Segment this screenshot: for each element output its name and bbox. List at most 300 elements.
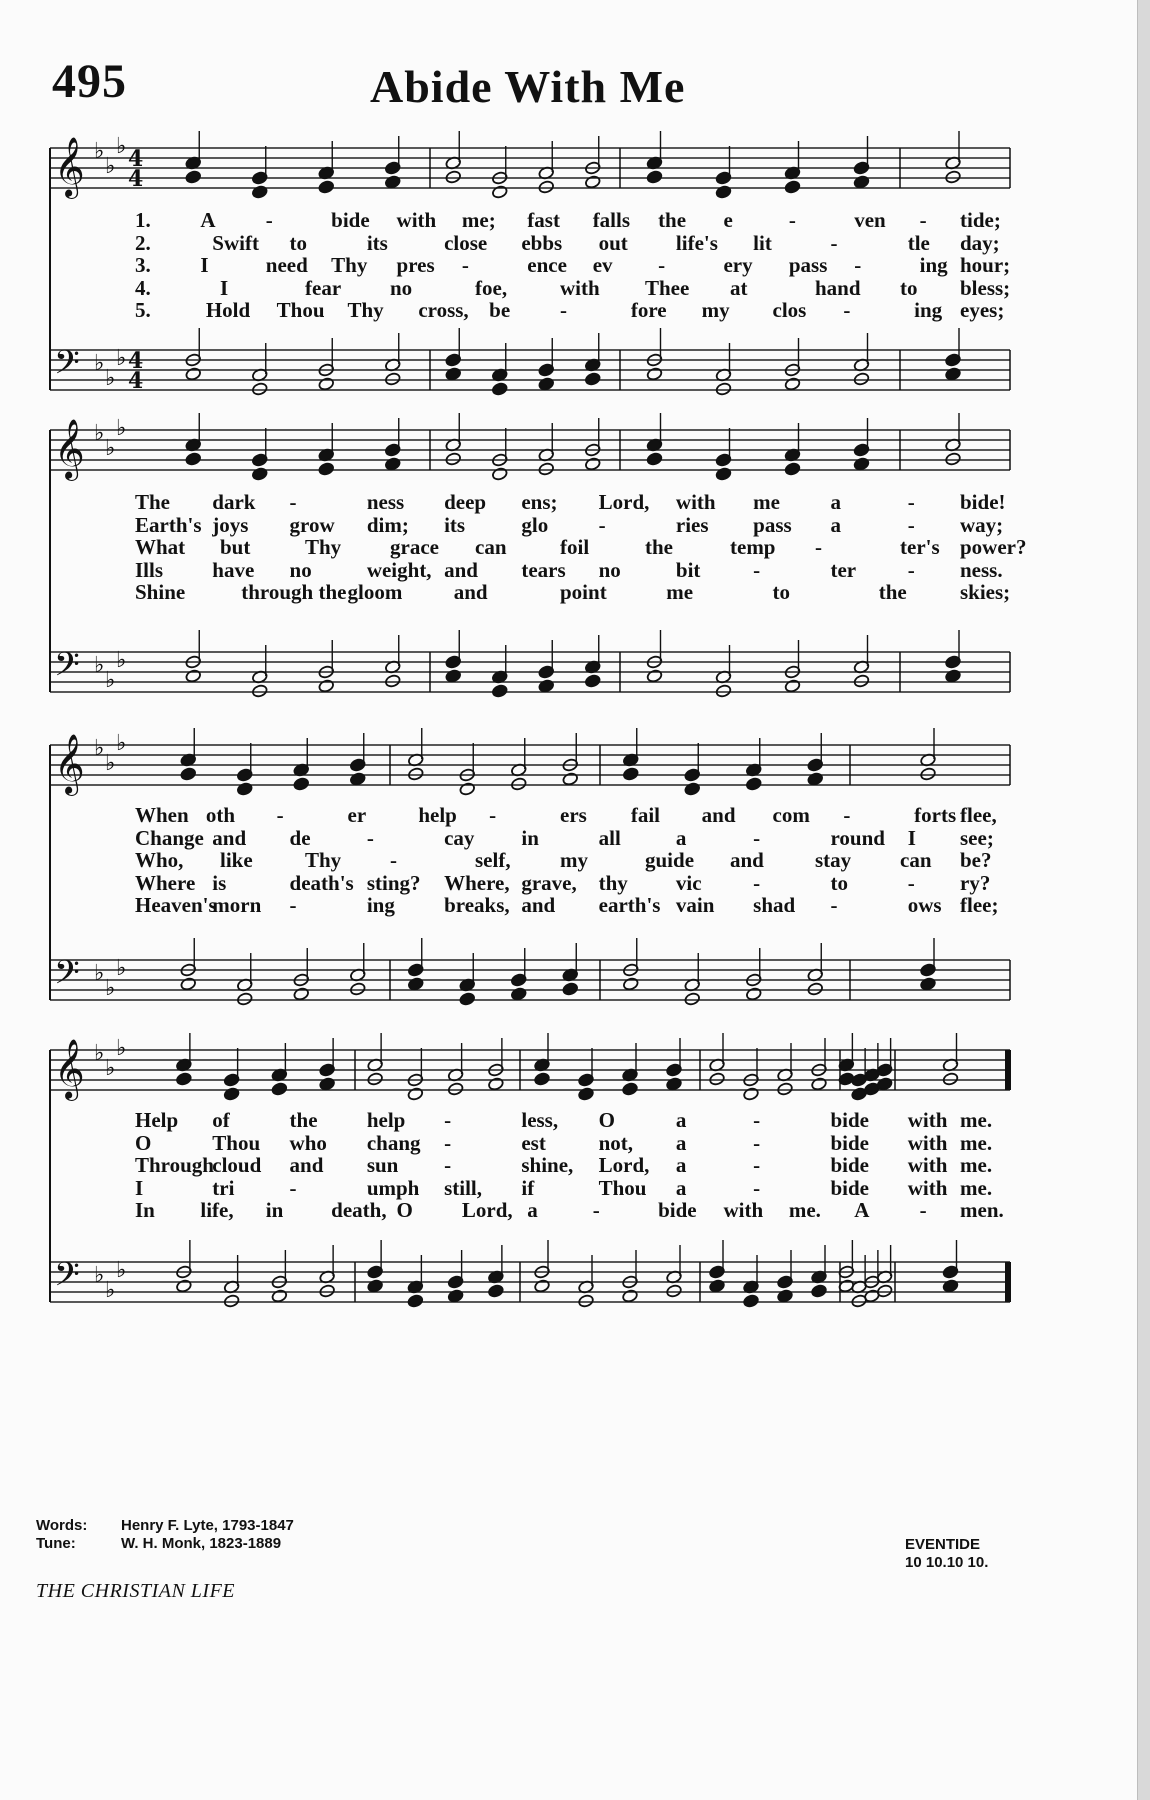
note-head bbox=[236, 992, 253, 1006]
lyric-syllable: - bbox=[753, 1153, 761, 1177]
lyric-syllable: Where, bbox=[444, 870, 510, 895]
lyric-syllable: help bbox=[366, 1108, 406, 1132]
note-head bbox=[407, 977, 424, 991]
lyric-syllable: Thy bbox=[331, 253, 368, 277]
note-head bbox=[488, 1077, 505, 1091]
note-head bbox=[622, 1289, 639, 1303]
lyric-syllable: - bbox=[560, 298, 567, 322]
note-head bbox=[745, 987, 762, 1001]
lyric-syllable: be? bbox=[960, 848, 992, 872]
note-head bbox=[510, 777, 527, 791]
note-head bbox=[384, 175, 401, 189]
note-head bbox=[367, 1279, 384, 1293]
lyric-syllable: In bbox=[135, 1198, 155, 1222]
lyric-syllable: fore bbox=[630, 298, 667, 322]
note-head bbox=[445, 367, 462, 381]
lyric-syllable: bide bbox=[830, 1153, 869, 1177]
time-signature-top: 4 bbox=[128, 146, 144, 172]
note-head bbox=[407, 1087, 424, 1101]
credits bbox=[36, 1517, 294, 1553]
lyric-syllable: - bbox=[592, 1198, 600, 1222]
lyric-syllable: - bbox=[815, 535, 822, 559]
lyric-syllable: pres bbox=[396, 253, 435, 277]
lyric-syllable: fail bbox=[630, 803, 660, 827]
note-head bbox=[293, 987, 310, 1001]
note-head bbox=[491, 467, 508, 481]
note-head bbox=[176, 1279, 193, 1293]
flat-sign: ♭ bbox=[94, 351, 105, 376]
lyric-syllable: ens; bbox=[521, 490, 558, 514]
lyric-syllable: see; bbox=[960, 825, 994, 850]
lyric-syllable: sun bbox=[366, 1153, 399, 1177]
note-head bbox=[807, 982, 824, 996]
lyric-syllable: a bbox=[830, 490, 841, 514]
lyric-syllable: 1. bbox=[135, 208, 151, 232]
lyric-syllable: point bbox=[560, 580, 607, 604]
note-head bbox=[622, 1082, 639, 1096]
note-head bbox=[578, 1294, 595, 1308]
lyric-syllable: close bbox=[444, 230, 488, 255]
lyric-syllable: still, bbox=[444, 1175, 482, 1200]
lyric-syllable: men. bbox=[960, 1198, 1004, 1222]
lyric-syllable: dark bbox=[212, 490, 256, 514]
lyric-syllable: ebbs bbox=[521, 230, 563, 255]
lyric-syllable: - bbox=[919, 1198, 927, 1222]
lyric-syllable: gloom bbox=[347, 580, 403, 604]
final-bar bbox=[1005, 1050, 1011, 1090]
lyric-syllable: Ills bbox=[135, 557, 164, 582]
lyric-syllable: ence bbox=[527, 253, 567, 277]
note-head bbox=[445, 452, 462, 466]
lyric-syllable: - bbox=[265, 208, 273, 232]
note-head bbox=[319, 1284, 336, 1298]
note-head bbox=[367, 1072, 384, 1086]
lyric-syllable: I bbox=[220, 275, 229, 300]
lyric-syllable: dim; bbox=[366, 512, 409, 537]
treble-clef: 𝄞 bbox=[54, 1039, 85, 1099]
hymn-title: Abide With Me bbox=[370, 61, 686, 112]
flat-sign: ♭ bbox=[94, 1041, 105, 1066]
lyric-syllable: The bbox=[135, 490, 171, 514]
lyric-syllable: - bbox=[753, 1175, 761, 1200]
note-head bbox=[293, 777, 310, 791]
lyric-syllable: - bbox=[843, 803, 851, 827]
note-head bbox=[684, 782, 701, 796]
lyric-syllable: and bbox=[289, 1153, 324, 1177]
lyric-syllable: Change bbox=[135, 825, 204, 850]
lyric-syllable: bide bbox=[658, 1198, 697, 1222]
flat-sign: ♭ bbox=[105, 1278, 116, 1303]
lyric-syllable: grow bbox=[289, 512, 335, 537]
lyric-syllable: cloud bbox=[212, 1153, 262, 1177]
lyric-syllable: hand bbox=[815, 275, 861, 300]
lyric-syllable: 2. bbox=[135, 230, 151, 255]
lyric-syllable: with bbox=[675, 490, 716, 514]
flat-sign: ♭ bbox=[116, 1036, 127, 1061]
lyric-syllable: shad bbox=[753, 893, 796, 917]
lyric-syllable: day; bbox=[960, 230, 1000, 255]
lyric-syllable: ing bbox=[919, 253, 948, 277]
lyric-syllable: to bbox=[900, 275, 918, 300]
note-head bbox=[459, 992, 476, 1006]
note-head bbox=[180, 977, 197, 991]
lyric-syllable: Lord, bbox=[461, 1198, 513, 1222]
lyric-syllable: umph bbox=[366, 1175, 420, 1200]
lyric-syllable: Swift bbox=[212, 230, 259, 255]
lyric-syllable: way; bbox=[960, 512, 1004, 537]
treble-clef: 𝄞 bbox=[54, 137, 85, 197]
lyric-syllable: with bbox=[907, 1108, 948, 1132]
lyric-syllable: - bbox=[444, 1153, 452, 1177]
flat-sign: ♭ bbox=[105, 1056, 116, 1081]
note-head bbox=[562, 982, 579, 996]
lyric-syllable: vic bbox=[675, 870, 702, 895]
lyric-syllable: O bbox=[598, 1108, 615, 1132]
lyric-syllable: - bbox=[907, 870, 915, 895]
lyric-syllable: no bbox=[289, 557, 312, 582]
note-head bbox=[743, 1294, 760, 1308]
lyric-syllable: foil bbox=[560, 535, 590, 559]
lyric-syllable: Thou bbox=[276, 298, 325, 322]
note-head bbox=[538, 462, 555, 476]
lyric-syllable: Through bbox=[135, 1153, 214, 1177]
note-head bbox=[445, 669, 462, 683]
lyric-syllable: I bbox=[200, 253, 209, 277]
lyric-syllable: me bbox=[753, 490, 780, 514]
lyric-syllable: me; bbox=[461, 208, 496, 232]
note-head bbox=[445, 170, 462, 184]
lyric-syllable: out bbox=[598, 230, 628, 255]
note-head bbox=[236, 782, 253, 796]
lyric-syllable: chang bbox=[366, 1130, 421, 1155]
lyric-syllable: eyes; bbox=[960, 298, 1005, 322]
lyric-syllable: ness. bbox=[960, 557, 1003, 582]
lyric-syllable: tears bbox=[521, 557, 566, 582]
note-head bbox=[534, 1279, 551, 1293]
lyric-syllable: life's bbox=[675, 230, 718, 255]
lyric-syllable: de bbox=[289, 825, 311, 850]
note-head bbox=[407, 767, 424, 781]
lyric-syllable: me. bbox=[960, 1108, 993, 1132]
note-head bbox=[811, 1284, 828, 1298]
lyric-syllable: flee, bbox=[960, 803, 997, 827]
lyric-syllable: - bbox=[753, 1130, 761, 1155]
lyric-syllable: - bbox=[753, 557, 761, 582]
lyric-syllable: with bbox=[907, 1130, 948, 1155]
lyric-syllable: who bbox=[289, 1130, 327, 1155]
lyric-syllable: - bbox=[444, 1108, 452, 1132]
lyric-syllable: fast bbox=[527, 208, 560, 232]
lyric-syllable: skies; bbox=[960, 580, 1011, 604]
lyric-syllable: - bbox=[830, 893, 838, 917]
lyric-syllable: Earth's bbox=[135, 512, 202, 537]
lyric-syllable: the bbox=[658, 208, 687, 232]
lyric-syllable: - bbox=[919, 208, 927, 232]
final-bar bbox=[1005, 1262, 1011, 1302]
lyric-syllable: earth's bbox=[598, 893, 661, 917]
note-head bbox=[271, 1082, 288, 1096]
note-head bbox=[709, 1072, 726, 1086]
note-head bbox=[185, 367, 202, 381]
lyric-syllable: 3. bbox=[135, 253, 151, 277]
note-head bbox=[646, 669, 663, 683]
bass-clef: 𝄢 bbox=[54, 1256, 80, 1302]
note-head bbox=[176, 1072, 193, 1086]
flat-sign: ♭ bbox=[94, 736, 105, 761]
lyric-syllable: - bbox=[854, 253, 862, 277]
lyric-syllable: the bbox=[878, 580, 907, 604]
lyric-syllable: ing bbox=[914, 298, 943, 322]
lyric-syllable: to bbox=[772, 580, 790, 604]
note-head bbox=[251, 382, 268, 396]
note-head bbox=[185, 452, 202, 466]
note-head bbox=[853, 175, 870, 189]
lyric-syllable: joys bbox=[212, 512, 249, 537]
lyric-syllable: - bbox=[289, 893, 297, 917]
note-head bbox=[185, 170, 202, 184]
lyric-syllable: What bbox=[135, 535, 186, 559]
lyric-syllable: death, bbox=[331, 1198, 387, 1222]
lyric-syllable: with bbox=[907, 1153, 948, 1177]
lyric-syllable: pass bbox=[753, 512, 792, 537]
lyric-syllable: is bbox=[212, 870, 227, 895]
note-head bbox=[777, 1082, 794, 1096]
note-head bbox=[488, 1284, 505, 1298]
lyric-syllable: - bbox=[907, 512, 915, 537]
lyric-syllable: O bbox=[396, 1198, 413, 1222]
lyric-syllable: no bbox=[598, 557, 621, 582]
note-head bbox=[223, 1294, 240, 1308]
lyric-syllable: my bbox=[701, 298, 730, 322]
note-head bbox=[384, 372, 401, 386]
lyric-syllable: stay bbox=[815, 848, 852, 872]
lyric-syllable: Heaven's bbox=[135, 893, 217, 917]
lyric-syllable: com bbox=[772, 803, 810, 827]
lyric-syllable: me. bbox=[788, 1198, 821, 1222]
lyric-syllable: Thy bbox=[305, 535, 342, 559]
note-head bbox=[945, 669, 962, 683]
note-head bbox=[622, 767, 639, 781]
lyric-syllable: can bbox=[900, 848, 932, 872]
lyric-syllable: vain bbox=[675, 893, 715, 917]
lyric-syllable: morn bbox=[212, 893, 262, 917]
note-head bbox=[666, 1284, 683, 1298]
lyric-syllable: clos bbox=[772, 298, 807, 322]
lyric-syllable: - bbox=[788, 208, 796, 232]
lyric-syllable: A bbox=[854, 1198, 870, 1222]
lyric-syllable: death's bbox=[289, 870, 354, 895]
lyric-syllable: ev bbox=[592, 253, 613, 277]
lyric-syllable: me. bbox=[960, 1130, 993, 1155]
lyric-syllable: bide! bbox=[960, 490, 1006, 514]
note-head bbox=[584, 674, 601, 688]
lyric-syllable: e bbox=[723, 208, 733, 232]
lyric-syllable: cross, bbox=[418, 298, 469, 322]
lyric-syllable: not, bbox=[598, 1130, 634, 1155]
lyric-syllable: with bbox=[396, 208, 437, 232]
lyric-syllable: a bbox=[830, 512, 841, 537]
lyric-syllable: pass bbox=[788, 253, 828, 277]
note-head bbox=[384, 674, 401, 688]
lyric-syllable: breaks, bbox=[444, 893, 510, 917]
flat-sign: ♭ bbox=[105, 751, 116, 776]
note-head bbox=[646, 367, 663, 381]
lyric-syllable: bit bbox=[675, 557, 701, 582]
words-credit: Words: Henry F. Lyte, 1793-1847 bbox=[36, 1517, 294, 1534]
note-head bbox=[534, 1072, 551, 1086]
note-head bbox=[853, 674, 870, 688]
time-signature-bottom: 4 bbox=[128, 166, 144, 192]
lyric-syllable: ness bbox=[366, 490, 405, 514]
lyric-syllable: round bbox=[830, 825, 885, 850]
note-head bbox=[251, 185, 268, 199]
note-head bbox=[491, 382, 508, 396]
lyric-syllable: - bbox=[753, 870, 761, 895]
lyric-syllable: life, bbox=[200, 1198, 234, 1222]
lyric-syllable: forts bbox=[914, 803, 957, 827]
lyric-syllable: lit bbox=[753, 230, 772, 255]
note-head bbox=[715, 684, 732, 698]
lyric-syllable: and bbox=[453, 580, 488, 604]
flat-sign: ♭ bbox=[105, 154, 116, 179]
lyric-syllable: and bbox=[730, 848, 764, 872]
time-signature-top: 4 bbox=[128, 348, 144, 374]
lyric-syllable: 4. bbox=[135, 275, 151, 300]
lyric-syllable: falls bbox=[592, 208, 631, 232]
note-head bbox=[271, 1289, 288, 1303]
lyric-syllable: but bbox=[220, 535, 251, 559]
lyric-syllable: Lord, bbox=[598, 1153, 650, 1177]
flat-sign: ♭ bbox=[116, 956, 127, 981]
lyric-syllable: oth bbox=[205, 803, 236, 827]
note-head bbox=[318, 180, 335, 194]
lyric-syllable: my bbox=[560, 848, 588, 872]
lyric-syllable: flee; bbox=[960, 893, 999, 917]
lyric-syllable: no bbox=[390, 275, 413, 300]
lyric-syllable: O bbox=[135, 1130, 152, 1155]
lyric-syllable: - bbox=[461, 253, 469, 277]
note-head bbox=[784, 377, 801, 391]
treble-clef: 𝄞 bbox=[54, 734, 85, 794]
lyric-syllable: Who, bbox=[135, 848, 184, 872]
note-head bbox=[715, 185, 732, 199]
lyric-syllable: ry? bbox=[960, 870, 991, 895]
note-head bbox=[811, 1077, 828, 1091]
lyric-syllable: ing bbox=[366, 893, 395, 917]
note-head bbox=[777, 1289, 794, 1303]
lyric-syllable: ers bbox=[560, 803, 587, 827]
lyric-syllable: - bbox=[753, 825, 761, 850]
lyric-syllable: if bbox=[521, 1175, 535, 1200]
note-head bbox=[945, 170, 962, 184]
note-head bbox=[223, 1087, 240, 1101]
note-head bbox=[920, 977, 937, 991]
note-head bbox=[853, 372, 870, 386]
lyric-syllable: temp bbox=[730, 535, 776, 559]
note-head bbox=[491, 684, 508, 698]
note-head bbox=[622, 977, 639, 991]
lyric-syllable: grave, bbox=[521, 870, 577, 895]
lyric-syllable: tri bbox=[212, 1175, 235, 1200]
lyric-syllable: - bbox=[830, 230, 838, 255]
flat-sign: ♭ bbox=[94, 961, 105, 986]
meter: 10 10.10 10. bbox=[905, 1554, 989, 1571]
lyric-syllable: - bbox=[658, 253, 666, 277]
note-head bbox=[684, 992, 701, 1006]
lyric-syllable: - bbox=[598, 512, 606, 537]
time-signature-bottom: 4 bbox=[128, 368, 144, 394]
lyric-syllable: fear bbox=[305, 275, 342, 300]
lyric-syllable: Thy bbox=[347, 298, 384, 322]
note-head bbox=[646, 452, 663, 466]
flat-sign: ♭ bbox=[94, 421, 105, 446]
lyric-syllable: a bbox=[675, 1108, 687, 1132]
lyric-syllable: - bbox=[907, 557, 915, 582]
note-head bbox=[584, 372, 601, 386]
lyric-syllable: - bbox=[276, 803, 284, 827]
lyric-syllable: its bbox=[444, 512, 466, 537]
lyric-syllable: a bbox=[675, 1153, 687, 1177]
note-head bbox=[743, 1087, 760, 1101]
lyric-syllable: in bbox=[265, 1198, 284, 1222]
note-head bbox=[584, 175, 601, 189]
lyric-syllable: bide bbox=[830, 1130, 869, 1155]
lyric-syllable: weight, bbox=[366, 557, 432, 582]
lyric-syllable: bide bbox=[830, 1108, 869, 1132]
lyric-syllable: Thee bbox=[645, 275, 690, 300]
note-head bbox=[251, 467, 268, 481]
flat-sign: ♭ bbox=[105, 436, 116, 461]
lyric-syllable: me. bbox=[960, 1175, 993, 1200]
lyric-syllable: the bbox=[289, 1108, 318, 1132]
tune-credit: Tune: W. H. Monk, 1823-1889 bbox=[36, 1535, 282, 1552]
lyric-syllable: at bbox=[730, 275, 748, 300]
lyric-syllable: in bbox=[521, 825, 539, 850]
lyric-syllable: I bbox=[135, 1175, 144, 1200]
lyric-syllable: be bbox=[489, 298, 511, 322]
lyric-syllable: foe, bbox=[475, 275, 508, 300]
lyric-syllable: tle bbox=[907, 230, 930, 255]
note-head bbox=[945, 367, 962, 381]
lyric-syllable: with bbox=[560, 275, 600, 300]
flat-sign: ♭ bbox=[105, 366, 116, 391]
lyric-syllable: me. bbox=[960, 1153, 993, 1177]
note-head bbox=[447, 1082, 464, 1096]
lyric-syllable: with bbox=[907, 1175, 948, 1200]
lyric-syllable: tide; bbox=[960, 208, 1001, 232]
note-head bbox=[945, 452, 962, 466]
lyric-syllable: a bbox=[527, 1198, 538, 1222]
lyric-syllable: - bbox=[753, 1108, 761, 1132]
flat-sign: ♭ bbox=[116, 648, 127, 673]
lyric-syllable: self, bbox=[475, 848, 511, 872]
note-head bbox=[384, 457, 401, 471]
lyric-syllable: and bbox=[701, 803, 736, 827]
lyric-syllable: help bbox=[418, 803, 457, 827]
lyric-syllable: with bbox=[723, 1198, 764, 1222]
flat-sign: ♭ bbox=[94, 139, 105, 164]
lyric-syllable: have bbox=[212, 557, 255, 582]
lyric-syllable: Lord, bbox=[598, 490, 650, 514]
flat-sign: ♭ bbox=[116, 134, 127, 159]
lyric-syllable: bide bbox=[830, 1175, 869, 1200]
lyric-syllable: est bbox=[521, 1130, 546, 1155]
lyric-syllable: and bbox=[521, 893, 556, 917]
flat-sign: ♭ bbox=[105, 668, 116, 693]
lyric-syllable: - bbox=[489, 803, 497, 827]
note-head bbox=[538, 377, 555, 391]
note-head bbox=[538, 180, 555, 194]
